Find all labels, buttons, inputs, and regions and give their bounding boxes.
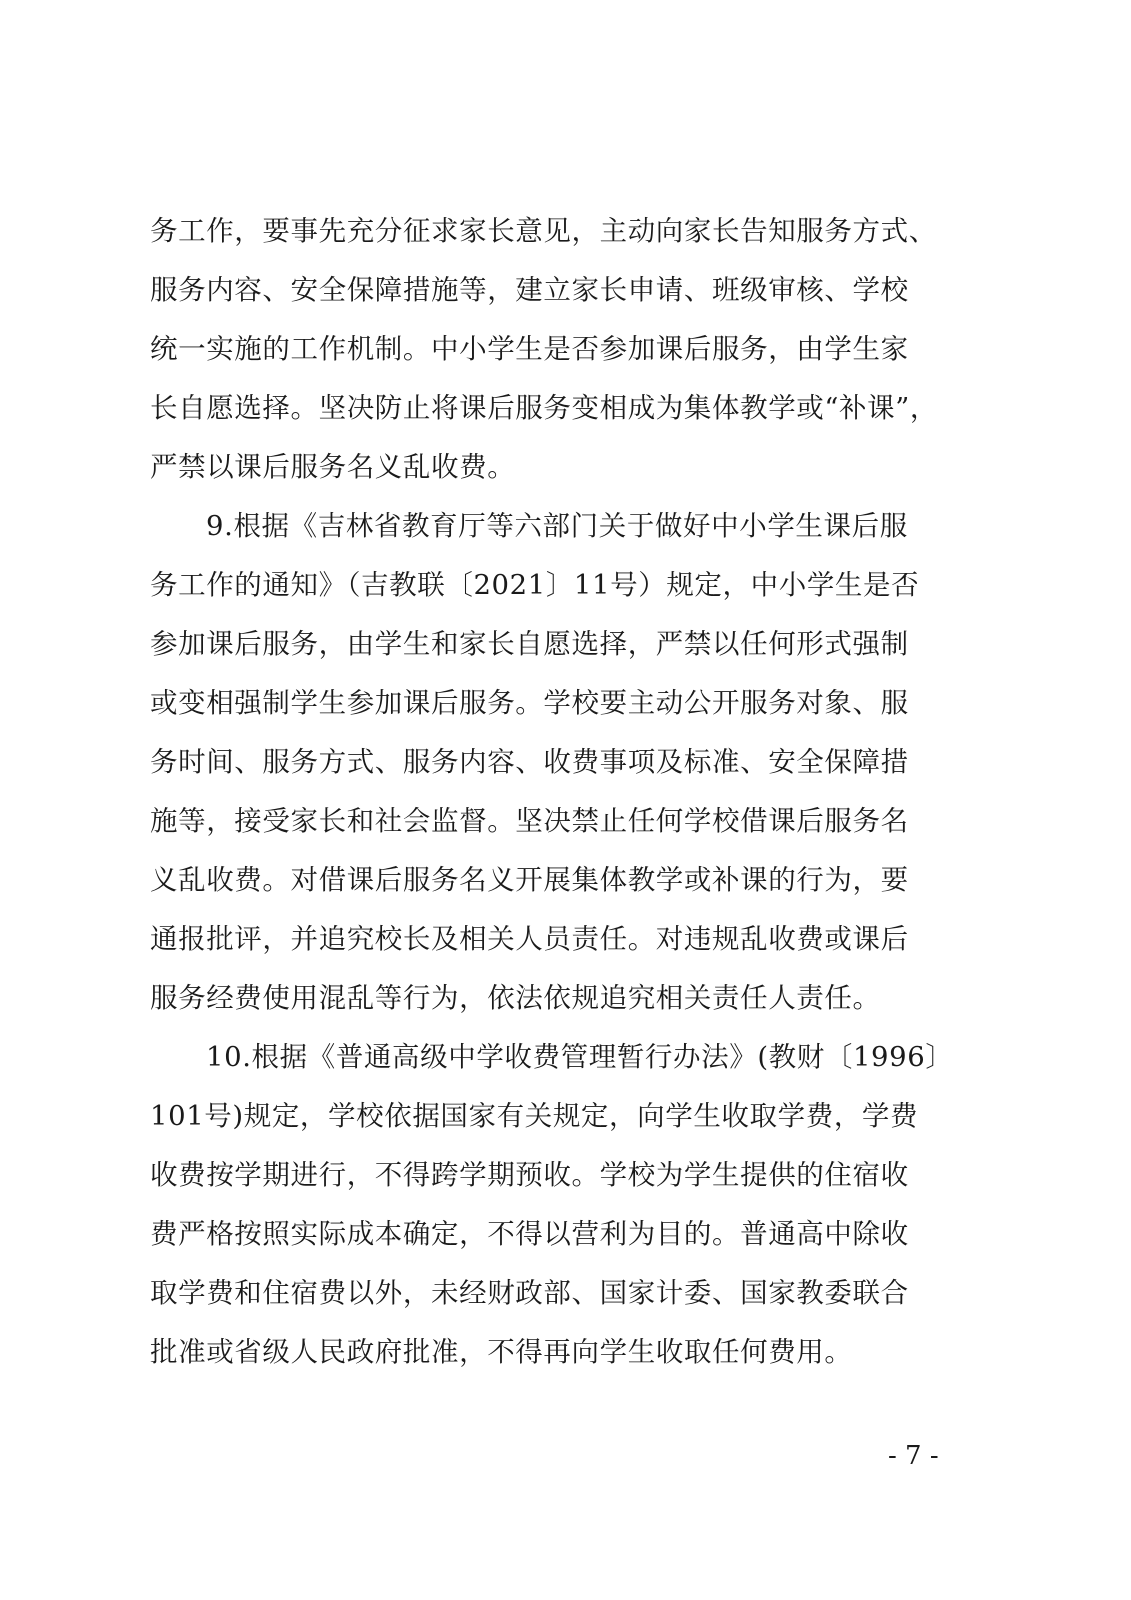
paragraph-item-10 [150,1028,972,1382]
text-line: 参加课后服务，由学生和家长自愿选择，严禁以任何形式强制 [150,628,909,660]
text-line: 批准或省级人民政府批准，不得再向学生收取任何费用。 [150,1336,853,1368]
text-line: 服务经费使用混乱等行为，依法依规追究相关责任人责任。 [150,982,881,1014]
paragraph-continued [150,202,972,497]
text-line: 101号)规定，学校依据国家有关规定，向学生收取学费，学费 [150,1100,919,1132]
page-number: - 7 - [888,1441,939,1471]
text-line: 取学费和住宿费以外，未经财政部、国家计委、国家教委联合 [150,1277,909,1309]
paragraph-item-9 [150,497,972,1028]
text-line: 务工作，要事先充分征求家长意见，主动向家长告知服务方式、 [150,215,937,247]
text-line: 10.根据《普通高级中学收费管理暂行办法》(教财〔1996〕 [206,1041,954,1073]
text-line: 长自愿选择。坚决防止将课后服务变相成为集体教学或“补课”， [150,392,939,424]
document-body [150,202,972,1382]
text-line: 义乱收费。对借课后服务名义开展集体教学或补课的行为，要 [150,864,909,896]
text-line: 服务内容、安全保障措施等，建立家长申请、班级审核、学校 [150,274,909,306]
text-line: 通报批评，并追究校长及相关人员责任。对违规乱收费或课后 [150,923,909,955]
text-line: 收费按学期进行，不得跨学期预收。学校为学生提供的住宿收 [150,1159,909,1191]
text-line: 或变相强制学生参加课后服务。学校要主动公开服务对象、服 [150,687,909,719]
text-line: 统一实施的工作机制。中小学生是否参加课后服务，由学生家 [150,333,909,365]
text-line: 9.根据《吉林省教育厅等六部门关于做好中小学生课后服 [206,510,908,542]
text-line: 费严格按照实际成本确定，不得以营利为目的。普通高中除收 [150,1218,909,1250]
text-line: 严禁以课后服务名义乱收费。 [150,451,516,483]
text-line: 务工作的通知》（吉教联〔2021〕11号）规定，中小学生是否 [150,569,920,601]
text-line: 施等，接受家长和社会监督。坚决禁止任何学校借课后服务名 [150,805,909,837]
text-line: 务时间、服务方式、服务内容、收费事项及标准、安全保障措 [150,746,909,778]
